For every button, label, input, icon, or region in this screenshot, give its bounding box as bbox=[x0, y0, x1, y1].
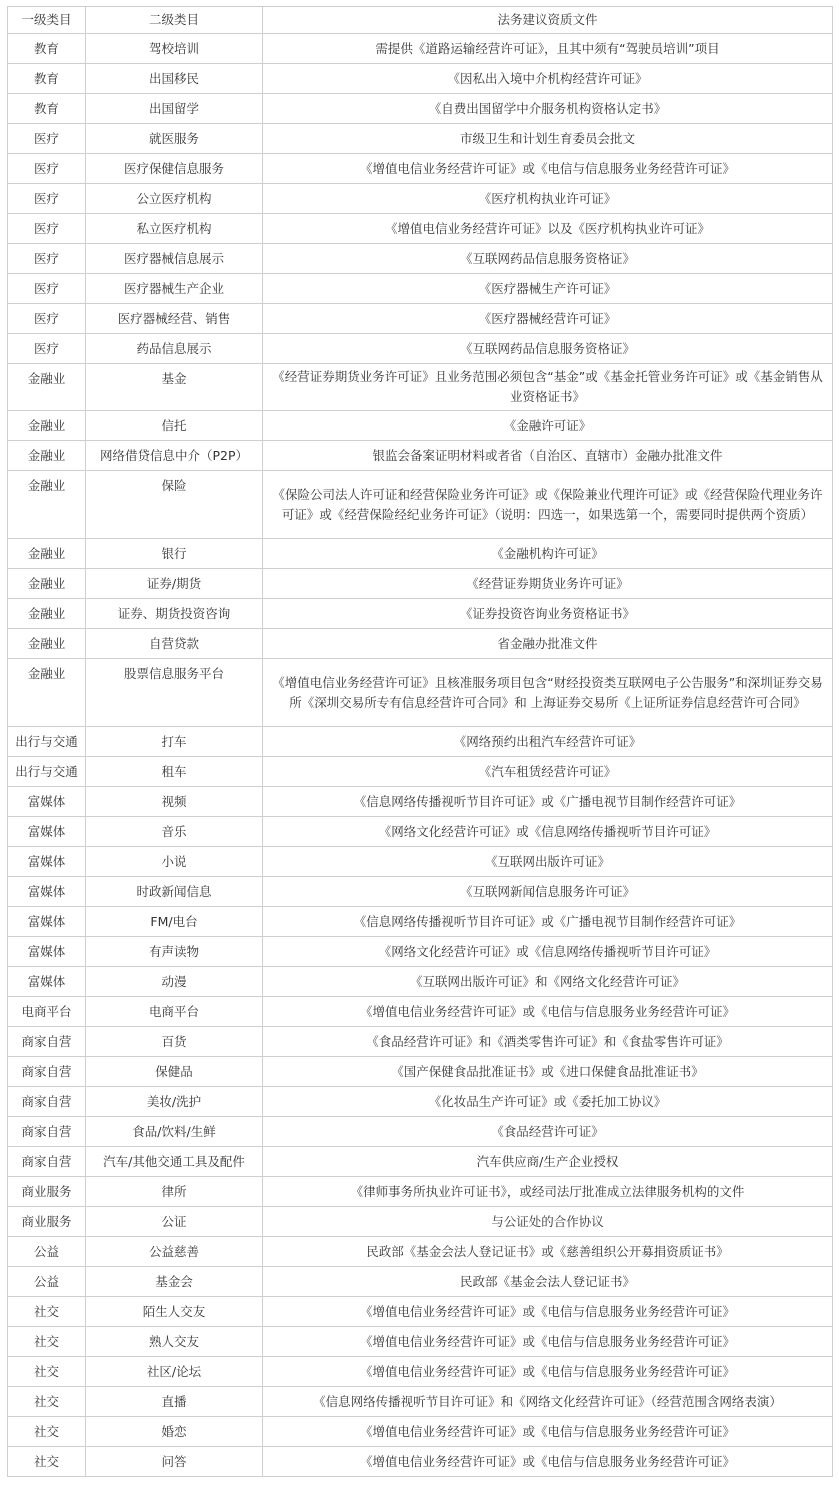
cell-legal-documents: 与公证处的合作协议 bbox=[263, 1207, 833, 1237]
cell-level2-category: 私立医疗机构 bbox=[86, 214, 263, 244]
cell-level1-category: 富媒体 bbox=[8, 937, 86, 967]
cell-level1-category: 金融业 bbox=[8, 411, 86, 441]
cell-level1-category: 富媒体 bbox=[8, 817, 86, 847]
cell-level1-category: 公益 bbox=[8, 1267, 86, 1297]
table-row bbox=[8, 441, 833, 471]
cell-level1-category: 公益 bbox=[8, 1237, 86, 1267]
cell-legal-documents: 《互联网新闻信息服务许可证》 bbox=[263, 877, 833, 907]
table-row bbox=[8, 997, 833, 1027]
cell-level1-category: 金融业 bbox=[8, 471, 86, 539]
cell-legal-documents: 《医疗机构执业许可证》 bbox=[263, 184, 833, 214]
cell-level1-category: 金融业 bbox=[8, 539, 86, 569]
cell-level2-category: 问答 bbox=[86, 1447, 263, 1477]
table-row bbox=[8, 364, 833, 411]
cell-legal-documents: 《互联网药品信息服务资格证》 bbox=[263, 244, 833, 274]
cell-level2-category: 电商平台 bbox=[86, 997, 263, 1027]
table-row bbox=[8, 569, 833, 599]
cell-legal-documents: 《化妆品生产许可证》或《委托加工协议》 bbox=[263, 1087, 833, 1117]
table-row bbox=[8, 471, 833, 539]
cell-legal-documents: 《经营证券期货业务许可证》 bbox=[263, 569, 833, 599]
table-row bbox=[8, 1057, 833, 1087]
table-row bbox=[8, 1297, 833, 1327]
cell-level1-category: 富媒体 bbox=[8, 787, 86, 817]
cell-level1-category: 社交 bbox=[8, 1387, 86, 1417]
table-row bbox=[8, 64, 833, 94]
table-row bbox=[8, 244, 833, 274]
cell-level2-category: 视频 bbox=[86, 787, 263, 817]
cell-level2-category: 小说 bbox=[86, 847, 263, 877]
cell-level1-category: 富媒体 bbox=[8, 907, 86, 937]
cell-level2-category: 公立医疗机构 bbox=[86, 184, 263, 214]
cell-legal-documents: 《医疗器械生产许可证》 bbox=[263, 274, 833, 304]
table-row bbox=[8, 937, 833, 967]
header-legal-documents: 法务建议资质文件 bbox=[263, 7, 833, 34]
cell-level2-category: 保险 bbox=[86, 471, 263, 539]
cell-level1-category: 医疗 bbox=[8, 154, 86, 184]
cell-level2-category: 动漫 bbox=[86, 967, 263, 997]
cell-legal-documents: 《保险公司法人许可证和经营保险业务许可证》或《保险兼业代理许可证》或《经营保险代理业务许可证》或《经营保险经纪业务许可证》（说明：四选一，如果选第一个，需要同时提供两个资质） bbox=[263, 471, 833, 539]
cell-legal-documents: 《金融许可证》 bbox=[263, 411, 833, 441]
table-row bbox=[8, 539, 833, 569]
cell-level2-category: 网络借贷信息中介（P2P） bbox=[86, 441, 263, 471]
table-row bbox=[8, 967, 833, 997]
table-row bbox=[8, 1027, 833, 1057]
table-row bbox=[8, 757, 833, 787]
cell-level1-category: 富媒体 bbox=[8, 847, 86, 877]
cell-legal-documents: 《经营证券期货业务许可证》且业务范围必须包含“基金”或《基金托管业务许可证》或《基金销售从业资格证书》 bbox=[263, 364, 833, 411]
cell-legal-documents: 《食品经营许可证》 bbox=[263, 1117, 833, 1147]
cell-level2-category: 证券、期货投资咨询 bbox=[86, 599, 263, 629]
table-row bbox=[8, 124, 833, 154]
cell-legal-documents: 《互联网药品信息服务资格证》 bbox=[263, 334, 833, 364]
table-row bbox=[8, 659, 833, 727]
cell-legal-documents: 《互联网出版许可证》 bbox=[263, 847, 833, 877]
cell-level1-category: 商家自营 bbox=[8, 1057, 86, 1087]
qualification-table-sheet bbox=[7, 6, 832, 1477]
cell-legal-documents: 《食品经营许可证》和《酒类零售许可证》和《食盐零售许可证》 bbox=[263, 1027, 833, 1057]
table-row bbox=[8, 629, 833, 659]
cell-level2-category: 医疗器械生产企业 bbox=[86, 274, 263, 304]
table-row bbox=[8, 274, 833, 304]
cell-level1-category: 社交 bbox=[8, 1447, 86, 1477]
table-header-row bbox=[8, 7, 833, 34]
cell-level1-category: 金融业 bbox=[8, 569, 86, 599]
table-row bbox=[8, 94, 833, 124]
cell-level2-category: 证券/期货 bbox=[86, 569, 263, 599]
cell-level2-category: 陌生人交友 bbox=[86, 1297, 263, 1327]
cell-level2-category: 公益慈善 bbox=[86, 1237, 263, 1267]
table-row bbox=[8, 847, 833, 877]
cell-legal-documents: 《自费出国留学中介服务机构资格认定书》 bbox=[263, 94, 833, 124]
cell-level2-category: 就医服务 bbox=[86, 124, 263, 154]
table-row bbox=[8, 1237, 833, 1267]
cell-level1-category: 医疗 bbox=[8, 124, 86, 154]
table-row bbox=[8, 1177, 833, 1207]
cell-legal-documents: 《增值电信业务经营许可证》或《电信与信息服务业务经营许可证》 bbox=[263, 1297, 833, 1327]
table-row bbox=[8, 1207, 833, 1237]
cell-level2-category: 出国留学 bbox=[86, 94, 263, 124]
cell-level2-category: 租车 bbox=[86, 757, 263, 787]
header-level1-category: 一级类目 bbox=[8, 7, 86, 34]
cell-legal-documents: 《因私出入境中介机构经营许可证》 bbox=[263, 64, 833, 94]
table-row bbox=[8, 787, 833, 817]
table-row bbox=[8, 1117, 833, 1147]
cell-legal-documents: 需提供《道路运输经营许可证》，且其中须有“驾驶员培训”项目 bbox=[263, 34, 833, 64]
cell-level2-category: 直播 bbox=[86, 1387, 263, 1417]
qualification-table bbox=[7, 6, 833, 1477]
cell-level1-category: 教育 bbox=[8, 64, 86, 94]
table-row bbox=[8, 1417, 833, 1447]
cell-legal-documents: 省金融办批准文件 bbox=[263, 629, 833, 659]
table-row bbox=[8, 1357, 833, 1387]
table-body bbox=[8, 34, 833, 1477]
cell-level1-category: 电商平台 bbox=[8, 997, 86, 1027]
cell-legal-documents: 《国产保健食品批准证书》或《进口保健食品批准证书》 bbox=[263, 1057, 833, 1087]
cell-level1-category: 金融业 bbox=[8, 441, 86, 471]
cell-level2-category: 医疗保健信息服务 bbox=[86, 154, 263, 184]
cell-level1-category: 教育 bbox=[8, 94, 86, 124]
cell-level1-category: 富媒体 bbox=[8, 967, 86, 997]
cell-level1-category: 社交 bbox=[8, 1417, 86, 1447]
cell-level2-category: 出国移民 bbox=[86, 64, 263, 94]
cell-legal-documents: 《信息网络传播视听节目许可证》和《网络文化经营许可证》（经营范围含网络表演） bbox=[263, 1387, 833, 1417]
cell-level1-category: 金融业 bbox=[8, 629, 86, 659]
cell-level2-category: 股票信息服务平台 bbox=[86, 659, 263, 727]
cell-level2-category: 基金 bbox=[86, 364, 263, 411]
cell-legal-documents: 《增值电信业务经营许可证》或《电信与信息服务业务经营许可证》 bbox=[263, 1327, 833, 1357]
cell-level2-category: 时政新闻信息 bbox=[86, 877, 263, 907]
table-row bbox=[8, 1387, 833, 1417]
table-row bbox=[8, 1267, 833, 1297]
cell-level1-category: 医疗 bbox=[8, 184, 86, 214]
cell-level2-category: 音乐 bbox=[86, 817, 263, 847]
cell-legal-documents: 《信息网络传播视听节目许可证》或《广播电视节目制作经营许可证》 bbox=[263, 907, 833, 937]
cell-legal-documents: 《增值电信业务经营许可证》或《电信与信息服务业务经营许可证》 bbox=[263, 154, 833, 184]
cell-level2-category: 银行 bbox=[86, 539, 263, 569]
cell-level1-category: 商家自营 bbox=[8, 1027, 86, 1057]
cell-level2-category: 有声读物 bbox=[86, 937, 263, 967]
table-row bbox=[8, 154, 833, 184]
cell-level2-category: 自营贷款 bbox=[86, 629, 263, 659]
cell-level2-category: 食品/饮料/生鲜 bbox=[86, 1117, 263, 1147]
cell-level1-category: 金融业 bbox=[8, 599, 86, 629]
cell-level1-category: 社交 bbox=[8, 1297, 86, 1327]
cell-legal-documents: 市级卫生和计划生育委员会批文 bbox=[263, 124, 833, 154]
table-row bbox=[8, 599, 833, 629]
table-row bbox=[8, 727, 833, 757]
cell-legal-documents: 《信息网络传播视听节目许可证》或《广播电视节目制作经营许可证》 bbox=[263, 787, 833, 817]
cell-level1-category: 社交 bbox=[8, 1327, 86, 1357]
cell-level2-category: 医疗器械信息展示 bbox=[86, 244, 263, 274]
cell-legal-documents: 《增值电信业务经营许可证》或《电信与信息服务业务经营许可证》 bbox=[263, 1417, 833, 1447]
table-row bbox=[8, 184, 833, 214]
cell-legal-documents: 《增值电信业务经营许可证》以及《医疗机构执业许可证》 bbox=[263, 214, 833, 244]
table-row bbox=[8, 34, 833, 64]
cell-level2-category: 熟人交友 bbox=[86, 1327, 263, 1357]
cell-legal-documents: 民政部《基金会法人登记证书》 bbox=[263, 1267, 833, 1297]
cell-legal-documents: 《网络预约出租汽车经营许可证》 bbox=[263, 727, 833, 757]
table-row bbox=[8, 411, 833, 441]
table-row bbox=[8, 1447, 833, 1477]
cell-level2-category: FM/电台 bbox=[86, 907, 263, 937]
cell-legal-documents: 《汽车租赁经营许可证》 bbox=[263, 757, 833, 787]
cell-level2-category: 律所 bbox=[86, 1177, 263, 1207]
cell-legal-documents: 《增值电信业务经营许可证》或《电信与信息服务业务经营许可证》 bbox=[263, 1357, 833, 1387]
cell-level2-category: 公证 bbox=[86, 1207, 263, 1237]
table-row bbox=[8, 907, 833, 937]
cell-level2-category: 社区/论坛 bbox=[86, 1357, 263, 1387]
cell-level1-category: 医疗 bbox=[8, 304, 86, 334]
cell-level2-category: 打车 bbox=[86, 727, 263, 757]
cell-level2-category: 信托 bbox=[86, 411, 263, 441]
cell-level1-category: 商家自营 bbox=[8, 1147, 86, 1177]
cell-level1-category: 出行与交通 bbox=[8, 757, 86, 787]
cell-level2-category: 百货 bbox=[86, 1027, 263, 1057]
cell-level2-category: 药品信息展示 bbox=[86, 334, 263, 364]
table-row bbox=[8, 817, 833, 847]
table-row bbox=[8, 1147, 833, 1177]
cell-level1-category: 金融业 bbox=[8, 659, 86, 727]
cell-legal-documents: 《网络文化经营许可证》或《信息网络传播视听节目许可证》 bbox=[263, 937, 833, 967]
cell-level2-category: 保健品 bbox=[86, 1057, 263, 1087]
cell-legal-documents: 银监会备案证明材料或者省（自治区、直辖市）金融办批准文件 bbox=[263, 441, 833, 471]
cell-level1-category: 教育 bbox=[8, 34, 86, 64]
cell-level2-category: 婚恋 bbox=[86, 1417, 263, 1447]
table-row bbox=[8, 304, 833, 334]
cell-level1-category: 医疗 bbox=[8, 274, 86, 304]
cell-level1-category: 医疗 bbox=[8, 244, 86, 274]
cell-level2-category: 汽车/其他交通工具及配件 bbox=[86, 1147, 263, 1177]
table-row bbox=[8, 1327, 833, 1357]
cell-level1-category: 商业服务 bbox=[8, 1177, 86, 1207]
cell-legal-documents: 《医疗器械经营许可证》 bbox=[263, 304, 833, 334]
cell-legal-documents: 《增值电信业务经营许可证》且核准服务项目包含“财经投资类互联网电子公告服务”和深圳证券交易所《深圳交易所专有信息经营许可合同》和 上海证券交易所《上证所证券信息经营许可合同》 bbox=[263, 659, 833, 727]
table-row bbox=[8, 214, 833, 244]
cell-legal-documents: 《证券投资咨询业务资格证书》 bbox=[263, 599, 833, 629]
cell-level1-category: 商业服务 bbox=[8, 1207, 86, 1237]
cell-legal-documents: 《网络文化经营许可证》或《信息网络传播视听节目许可证》 bbox=[263, 817, 833, 847]
table-row bbox=[8, 334, 833, 364]
cell-level2-category: 基金会 bbox=[86, 1267, 263, 1297]
table-row bbox=[8, 877, 833, 907]
cell-level1-category: 出行与交通 bbox=[8, 727, 86, 757]
cell-level1-category: 商家自营 bbox=[8, 1087, 86, 1117]
cell-legal-documents: 《互联网出版许可证》和《网络文化经营许可证》 bbox=[263, 967, 833, 997]
cell-level2-category: 医疗器械经营、销售 bbox=[86, 304, 263, 334]
cell-legal-documents: 《律师事务所执业许可证书》，或经司法厅批准成立法律服务机构的文件 bbox=[263, 1177, 833, 1207]
table-row bbox=[8, 1087, 833, 1117]
cell-legal-documents: 汽车供应商/生产企业授权 bbox=[263, 1147, 833, 1177]
cell-legal-documents: 《金融机构许可证》 bbox=[263, 539, 833, 569]
cell-level2-category: 驾校培训 bbox=[86, 34, 263, 64]
cell-level1-category: 商家自营 bbox=[8, 1117, 86, 1147]
cell-level1-category: 医疗 bbox=[8, 214, 86, 244]
cell-level1-category: 社交 bbox=[8, 1357, 86, 1387]
cell-level1-category: 金融业 bbox=[8, 364, 86, 411]
cell-level1-category: 医疗 bbox=[8, 334, 86, 364]
cell-level2-category: 美妆/洗护 bbox=[86, 1087, 263, 1117]
header-level2-category: 二级类目 bbox=[86, 7, 263, 34]
cell-legal-documents: 民政部《基金会法人登记证书》或《慈善组织公开募捐资质证书》 bbox=[263, 1237, 833, 1267]
cell-legal-documents: 《增值电信业务经营许可证》或《电信与信息服务业务经营许可证》 bbox=[263, 997, 833, 1027]
cell-level1-category: 富媒体 bbox=[8, 877, 86, 907]
cell-legal-documents: 《增值电信业务经营许可证》或《电信与信息服务业务经营许可证》 bbox=[263, 1447, 833, 1477]
